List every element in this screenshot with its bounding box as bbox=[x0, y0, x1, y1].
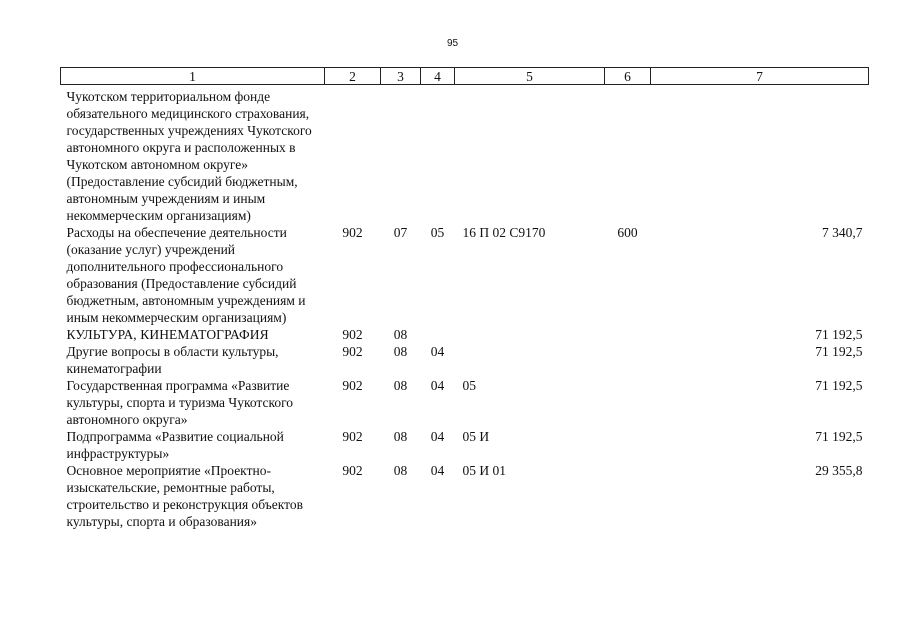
row-target: 05 bbox=[462, 378, 476, 393]
row-section: 08 bbox=[393, 344, 408, 359]
row-amount bbox=[651, 85, 869, 225]
row-ministry bbox=[325, 85, 381, 225]
table-row bbox=[61, 462, 869, 530]
table-header bbox=[61, 68, 869, 85]
row-subsection: 04 bbox=[430, 463, 445, 478]
row-subsection: 04 bbox=[430, 344, 445, 359]
row-ministry: 902 bbox=[342, 463, 363, 478]
row-ministry: 902 bbox=[342, 225, 363, 240]
column-header-3: 3 bbox=[381, 68, 421, 85]
row-ministry: 902 bbox=[342, 327, 363, 342]
row-subsection bbox=[421, 85, 455, 225]
row-type bbox=[605, 462, 651, 530]
table-row bbox=[61, 377, 869, 428]
row-type bbox=[605, 377, 651, 428]
row-name: КУЛЬТУРА, КИНЕМАТОГРАФИЯ bbox=[66, 327, 269, 342]
row-target bbox=[455, 85, 605, 225]
table-row bbox=[61, 224, 869, 326]
row-amount: 71 192,5 bbox=[815, 344, 863, 359]
table-row bbox=[61, 326, 869, 343]
row-section bbox=[381, 85, 421, 225]
row-target: 05 И bbox=[462, 429, 490, 444]
row-ministry: 902 bbox=[342, 344, 363, 359]
column-header-1: 1 bbox=[61, 68, 325, 85]
budget-table bbox=[60, 67, 869, 530]
row-section: 08 bbox=[393, 463, 408, 478]
row-ministry: 902 bbox=[342, 429, 363, 444]
row-amount: 71 192,5 bbox=[815, 327, 863, 342]
row-subsection bbox=[421, 326, 455, 343]
row-name: Чукотском территориальном фонде обязательного медицинского страхования, государственных учреждениях Чукотского автономного округа и расположенных в Чукотском автономном округе» (Предоставление субсидий бюджетным, автономным учреждениям и иным некоммерческим организациям) bbox=[66, 89, 312, 223]
table-row bbox=[61, 428, 869, 462]
column-header-4: 4 bbox=[421, 68, 455, 85]
row-target: 05 И 01 bbox=[462, 463, 506, 478]
row-type: 600 bbox=[617, 225, 638, 240]
column-header-6: 6 bbox=[605, 68, 651, 85]
row-subsection: 04 bbox=[430, 429, 445, 444]
table-row bbox=[61, 343, 869, 377]
row-name: Расходы на обеспечение деятельности (оказание услуг) учреждений дополнительного профессионального образования (Предоставление субсидий бюджетным, автономным учреждениям и иным некоммерческим организациям) bbox=[66, 225, 306, 325]
row-section: 07 bbox=[393, 225, 408, 240]
row-target bbox=[455, 343, 605, 377]
row-section: 08 bbox=[393, 327, 408, 342]
row-name: Другие вопросы в области культуры, кинематографии bbox=[66, 344, 279, 376]
column-header-5: 5 bbox=[455, 68, 605, 85]
row-subsection: 04 bbox=[430, 378, 445, 393]
row-target bbox=[455, 326, 605, 343]
page-number: 95 bbox=[446, 38, 459, 49]
row-name: Основное мероприятие «Проектно-изыскательские, ремонтные работы, строительство и реконструкция объектов культуры, спорта и образования» bbox=[66, 463, 304, 529]
row-amount: 7 340,7 bbox=[822, 225, 863, 240]
row-name: Подпрограмма «Развитие социальной инфраструктуры» bbox=[66, 429, 284, 461]
row-ministry: 902 bbox=[342, 378, 363, 393]
row-name: Государственная программа «Развитие культуры, спорта и туризма Чукотского автономного округа» bbox=[66, 378, 294, 427]
row-amount: 71 192,5 bbox=[815, 429, 863, 444]
table-body bbox=[61, 85, 869, 531]
row-subsection: 05 bbox=[430, 225, 445, 240]
column-header-2: 2 bbox=[325, 68, 381, 85]
column-header-7: 7 bbox=[651, 68, 869, 85]
table-row bbox=[61, 85, 869, 225]
row-type bbox=[605, 326, 651, 343]
row-section: 08 bbox=[393, 429, 408, 444]
row-amount: 29 355,8 bbox=[815, 463, 863, 478]
row-type bbox=[605, 343, 651, 377]
header-row bbox=[61, 68, 869, 85]
row-type bbox=[605, 85, 651, 225]
row-section: 08 bbox=[393, 378, 408, 393]
row-target: 16 П 02 С9170 bbox=[462, 225, 546, 240]
row-type bbox=[605, 428, 651, 462]
row-amount: 71 192,5 bbox=[815, 378, 863, 393]
